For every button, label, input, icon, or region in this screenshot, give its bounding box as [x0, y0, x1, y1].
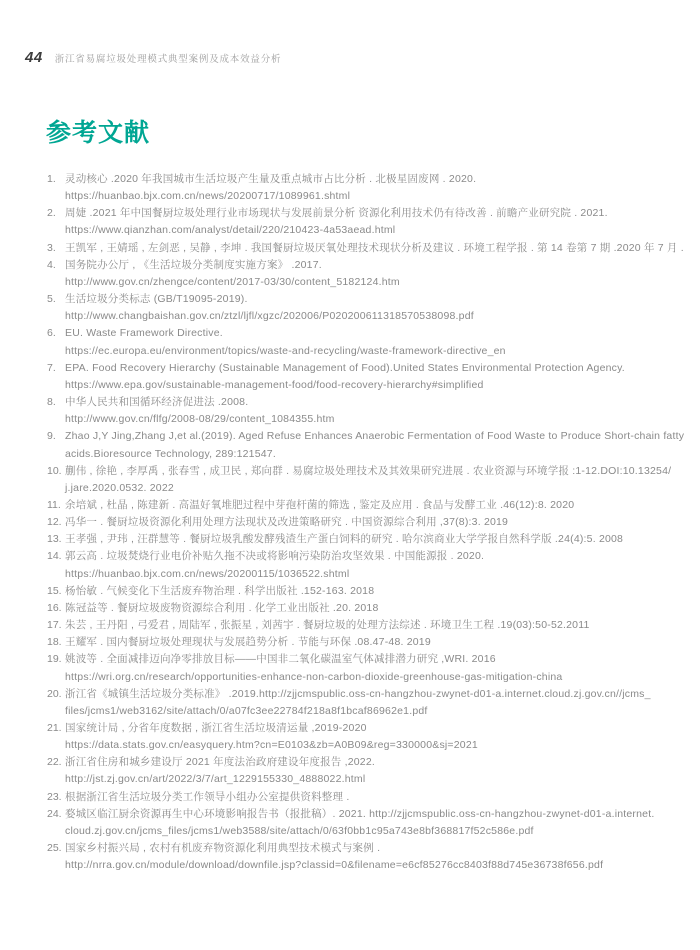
reference-item — [47, 720, 658, 754]
reference-body — [65, 840, 658, 874]
reference-url-line: https://ec.europa.eu/environment/topics/waste-and-recycling/waste-framework-directive_en — [65, 344, 506, 357]
reference-body — [65, 171, 658, 205]
reference-item — [47, 651, 658, 685]
reference-number: 19. — [47, 653, 62, 666]
reference-text-line: 余培斌 , 杜晶 , 陈建新 . 高温好氧堆肥过程中芽孢杆菌的筛选 , 鉴定及应用 . 食品与发酵工业 .46(12):8. 2020 — [65, 498, 575, 511]
reference-text-line: 生活垃圾分类标志 (GB/T19095-2019). — [65, 293, 248, 306]
reference-body — [65, 394, 658, 428]
reference-body — [65, 531, 658, 548]
reference-text-line: 王凯军 , 王婧瑶 , 左剑恶 , 吴静 , 李坤 . 我国餐厨垃圾厌氧处理技术现状分析及建议 . 环境工程学报 . 第 14 卷第 7 期 .2020 年 7 月 . — [65, 241, 684, 254]
reference-item — [47, 789, 658, 806]
reference-text-line: 陈冠益等 . 餐厨垃圾废物资源综合利用 . 化学工业出版社 .20. 2018 — [65, 601, 379, 614]
reference-text-line: 婺城区临江厨余资源再生中心环境影响报告书（报批稿）. 2021. http://zjjcmspublic.oss-cn-hangzhou-zwynet-d01-a.internet. — [65, 807, 655, 820]
reference-number: 12. — [47, 516, 62, 529]
reference-text-line: files/jcms1/web3162/site/attach/0/a07fc3ee22784f218a8f1bcaf86962e1.pdf — [65, 704, 428, 717]
reference-item — [47, 394, 658, 428]
reference-text-line: 根据浙江省生活垃圾分类工作领导小组办公室提供资料整理 . — [65, 790, 350, 803]
reference-url-line: https://www.epa.gov/sustainable-management-food/food-recovery-hierarchy#simplified — [65, 378, 484, 391]
reference-body — [65, 257, 658, 291]
reference-item — [47, 205, 658, 239]
page-header — [25, 49, 655, 66]
reference-text-line: EU. Waste Framework Directive. — [65, 327, 223, 340]
reference-number: 5. — [47, 293, 56, 306]
reference-number: 23. — [47, 790, 62, 803]
reference-number: 21. — [47, 722, 62, 734]
reference-item — [47, 583, 658, 600]
reference-number: 22. — [47, 756, 62, 769]
reference-url-line: http://www.changbaishan.gov.cn/ztzl/ljfl/xgzc/202006/P020200611318570538098.pdf — [65, 310, 474, 323]
reference-item — [47, 634, 658, 651]
reference-text-line: Zhao J,Y Jing,Zhang J,et al.(2019). Aged Refuse Enhances Anaerobic Fermentation of Food Waste to Produce Short-chain fatty — [65, 430, 685, 443]
reference-item — [47, 463, 672, 497]
reference-body — [65, 634, 658, 651]
reference-number: 24. — [47, 807, 62, 820]
reference-url-line: http://www.gov.cn/flfg/2008-08/29/content_1084355.htm — [65, 413, 335, 426]
reference-text-line: 中华人民共和国循环经济促进法 .2008. — [65, 396, 249, 409]
reference-item — [47, 291, 658, 325]
page-number: 44 — [25, 49, 43, 66]
reference-number: 18. — [47, 636, 62, 649]
reference-text-line: 杨怡敏 . 气候变化下生活废弃物治理 . 科学出版社 .152-163. 2018 — [65, 584, 375, 597]
reference-number: 25. — [47, 842, 62, 855]
reference-number: 6. — [47, 327, 56, 340]
reference-text-line: 国家乡村振兴局 , 农村有机废弃物资源化利用典型技术模式与案例 . — [65, 842, 381, 855]
reference-body — [65, 600, 658, 617]
reference-url-line: https://data.stats.gov.cn/easyquery.htm?cn=E0103&zb=A0B09&reg=330000&sj=2021 — [65, 739, 478, 752]
reference-body — [65, 291, 658, 325]
reference-text-line: 国家统计局 , 分省年度数据 , 浙江省生活垃圾清运量 ,2019-2020 — [65, 722, 367, 734]
reference-body — [65, 720, 658, 754]
reference-item — [47, 754, 658, 788]
reference-body — [65, 806, 658, 840]
reference-text-line: 国务院办公厅 , 《生活垃圾分类制度实施方案》 .2017. — [65, 258, 322, 271]
reference-body — [65, 514, 658, 531]
reference-item — [47, 840, 658, 874]
reference-text-line: 浙江省住房和城乡建设厅 2021 年度法治政府建设年度报告 ,2022. — [65, 756, 376, 769]
reference-text-line: acids.Bioresource Technology, 289:121547. — [65, 447, 276, 460]
reference-body — [65, 548, 658, 582]
reference-number: 7. — [47, 361, 56, 374]
reference-number: 3. — [47, 241, 56, 254]
reference-number: 20. — [47, 687, 62, 700]
reference-item — [47, 257, 658, 291]
reference-text-line: 郭云高 . 垃圾焚烧行业电价补贴久拖不决或将影响污染防治攻坚效果 . 中国能源报 . 2020. — [65, 550, 485, 563]
reference-item — [47, 360, 658, 394]
reference-number: 10. — [47, 464, 62, 477]
reference-body — [65, 686, 658, 720]
reference-number: 2. — [47, 207, 56, 220]
reference-item — [47, 428, 685, 462]
reference-text-line: 灵动核心 .2020 年我国城市生活垃圾产生量及重点城市占比分析 . 北极星固废网 . 2020. — [65, 173, 477, 185]
reference-text-line: 王孝强 , 尹玮 , 汪群慧等 . 餐厨垃圾乳酸发酵残渣生产蛋白饲料的研究 . 哈尔滨商业大学学报自然科学版 .24(4):5. 2008 — [65, 533, 624, 546]
reference-item — [47, 806, 658, 840]
reference-body — [65, 463, 672, 497]
reference-item — [47, 240, 684, 257]
reference-number: 1. — [47, 173, 56, 185]
reference-body — [65, 617, 658, 634]
reference-number: 13. — [47, 533, 62, 546]
reference-text-line: EPA. Food Recovery Hierarchy (Sustainable Management of Food).United States Environmental Protection Agency. — [65, 361, 625, 374]
reference-body — [65, 240, 684, 257]
reference-item — [47, 497, 658, 514]
reference-body — [65, 754, 658, 788]
reference-body — [65, 325, 658, 359]
reference-number: 17. — [47, 619, 62, 632]
reference-url-line: http://www.gov.cn/zhengce/content/2017-03/30/content_5182124.htm — [65, 275, 400, 288]
reference-item — [47, 600, 658, 617]
reference-item — [47, 514, 658, 531]
reference-body — [65, 360, 658, 394]
reference-url-line: http://jst.zj.gov.cn/art/2022/3/7/art_1229155330_4888022.html — [65, 773, 366, 786]
reference-body — [65, 789, 658, 806]
reference-body — [65, 651, 658, 685]
reference-text-line: 冯华一 . 餐厨垃圾资源化利用处理方法现状及改进策略研究 . 中国资源综合利用 ,37(8):3. 2019 — [65, 516, 509, 529]
reference-body — [65, 428, 685, 462]
reference-item — [47, 325, 658, 359]
section-title: 参考文献 — [46, 119, 151, 147]
reference-number: 14. — [47, 550, 62, 563]
reference-number: 8. — [47, 396, 56, 409]
reference-number: 9. — [47, 430, 56, 443]
reference-number: 15. — [47, 584, 62, 597]
reference-item — [47, 548, 658, 582]
reference-text-line: 周婕 .2021 年中国餐厨垃圾处理行业市场现状与发展前景分析 资源化利用技术仍有待改善 . 前瞻产业研究院 . 2021. — [65, 207, 608, 220]
reference-url-line: https://www.qianzhan.com/analyst/detail/220/210423-4a53aead.html — [65, 224, 396, 237]
reference-text-line: 蒯伟 , 徐艳 , 李厚禹 , 张春雪 , 成卫民 , 郑向群 . 易腐垃圾处理技术及其效果研究进展 . 农业资源与环境学报 :1-12.DOI:10.13254/ — [65, 464, 672, 477]
reference-item — [47, 686, 658, 720]
reference-body — [65, 497, 658, 514]
reference-item — [47, 531, 658, 548]
reference-url-line: https://wri.org.cn/research/opportunities-enhance-non-carbon-dioxide-greenhouse-gas-mitigation-china — [65, 670, 563, 683]
reference-url-line: https://huanbao.bjx.com.cn/news/20200717/1089961.shtml — [65, 190, 351, 203]
reference-url-line: https://huanbao.bjx.com.cn/news/20200115/1036522.shtml — [65, 567, 350, 580]
reference-text-line: 浙江省《城镇生活垃圾分类标准》 .2019.http://zjjcmspublic.oss-cn-hangzhou-zwynet-d01-a.internet.cloud.zj.gov.cn//jcms_ — [65, 687, 651, 700]
reference-text-line: 朱芸 , 王丹阳 , 弓爱君 , 周陆军 , 张振星 , 刘茜宇 . 餐厨垃圾的处理方法综述 . 环境卫生工程 .19(03):50-52.2011 — [65, 619, 590, 632]
reference-text-line: j.jare.2020.0532. 2022 — [65, 481, 174, 494]
reference-text-line: 王耀军 . 国内餐厨垃圾处理现状与发展趋势分析 . 节能与环保 .08.47-48. 2019 — [65, 636, 431, 649]
reference-number: 16. — [47, 601, 62, 614]
reference-url-line: http://nrra.gov.cn/module/download/downfile.jsp?classid=0&filename=e6cf85276cc8403f88d745e36738f656.pdf — [65, 859, 604, 872]
reference-text-line: 姚波等 . 全面减排迈向净零排放目标——中国非二氧化碳温室气体减排潜力研究 ,WRI. 2016 — [65, 653, 496, 666]
reference-body — [65, 205, 658, 239]
reference-item — [47, 171, 658, 205]
reference-body — [65, 583, 658, 600]
reference-list — [47, 171, 685, 874]
reference-number: 11. — [47, 498, 61, 511]
reference-text-line: cloud.zj.gov.cn/jcms_files/jcms1/web3588/site/attach/0/63f0bb1c95a743e8bf368817f52c586e.pdf — [65, 824, 534, 837]
document-title: 浙江省易腐垃圾处理模式典型案例及成本效益分析 — [54, 54, 282, 65]
reference-number: 4. — [47, 258, 56, 271]
reference-item — [47, 617, 658, 634]
